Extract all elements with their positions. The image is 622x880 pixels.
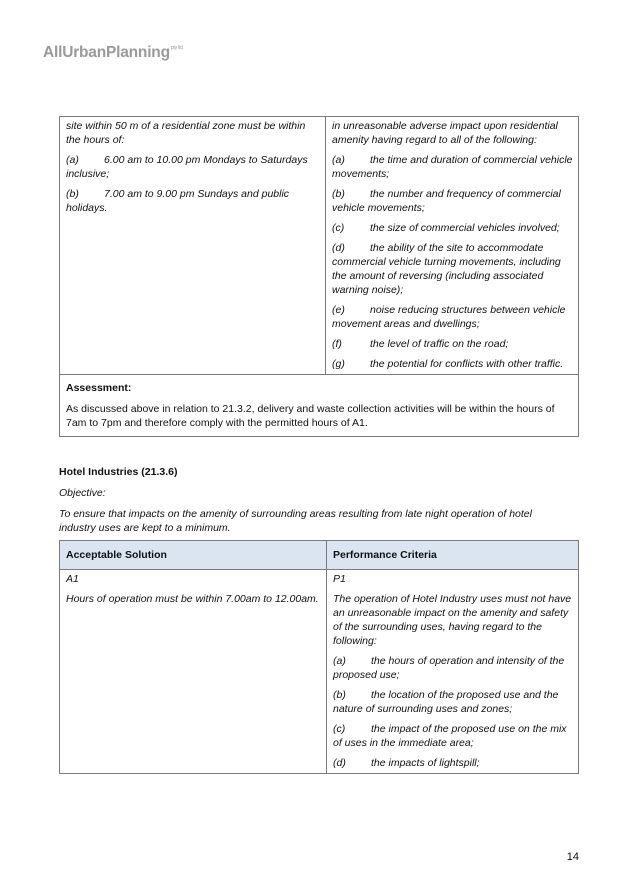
company-logo: AllUrbanPlanning$^{pty ltd}$ [43, 44, 183, 61]
section-heading: Hotel Industries (21.3.6) [59, 466, 178, 478]
acceptable-solution-cell: site within 50 m of a residential zone must be within the hours of: (a) 6.00 am to 10.00 pm Mondays to Saturdays inclusive; (b) 7.00 am to 9.00 pm Sundays and public holidays. [60, 117, 326, 375]
clause-item: (g) the potential for conflicts with other traffic. [332, 358, 564, 370]
clause-item: (a) 6.00 am to 10.00 pm Mondays to Saturdays inclusive; [66, 154, 308, 180]
clause-text: Hours of operation must be within 7.00am to 12.00am. [66, 593, 319, 605]
clause-item: (a) the hours of operation and intensity of the proposed use; [333, 655, 565, 681]
assessment-text: As discussed above in relation to 21.3.2, delivery and waste collection activities will be within the hours of 7am to 7pm and therefore comply with the permitted hours of A1. [66, 403, 555, 429]
hotel-industries-table [59, 540, 579, 774]
clause-code: P1 [333, 573, 346, 585]
objective-text: To ensure that impacts on the amenity of surrounding areas resulting from late night operation of hotel industry uses are kept to a minimum. [59, 508, 532, 534]
clause-text: The operation of Hotel Industry uses must not have an unreasonable impact on the amenity and safety of the surrounding uses, having regard to the following: [333, 593, 572, 647]
clause-item: (d) the impacts of lightspill; [333, 757, 480, 769]
clause-item: (c) the impact of the proposed use on the mix of uses in the immediate area; [333, 723, 567, 749]
clause-item: (a) the time and duration of commercial vehicle movements; [332, 154, 573, 180]
assessment-cell [60, 375, 579, 437]
performance-criteria-cell [327, 570, 579, 774]
clause-code: A1 [66, 573, 79, 585]
clause-item: (c) the size of commercial vehicles involved; [332, 222, 560, 234]
clause-item: (f) the level of traffic on the road; [332, 338, 509, 350]
column-header-acceptable-solution: Acceptable Solution [60, 541, 327, 570]
standards-table-continued [59, 116, 579, 437]
page-number: 14 [566, 851, 579, 863]
acceptable-solution-cell [60, 570, 327, 774]
performance-criteria-cell: in unreasonable adverse impact upon residential amenity having regard to all of the following: (a) the time and duration of commercial vehicle movements; (b) the number and frequency of commercial vehicle movements; (c) the size of commercial vehicles involved; (d) the ability of the site to accommodate commercial vehicle turning movements, including the amount of reversing (including associated warning noise); (e) noise reducing structures between vehicle movement areas and dwellings; (f) the level of traffic on the road; (g) the potential for conflicts with other traffic. [326, 117, 579, 375]
clause-item: (b) 7.00 am to 9.00 pm Sundays and public holidays. [66, 188, 290, 214]
clause-item: (b) the location of the proposed use and the nature of surrounding uses and zones; [333, 689, 559, 715]
clause-item: (d) the ability of the site to accommodate commercial vehicle turning movements, including the amount of reversing (including associated warning noise); [332, 242, 561, 296]
assessment-heading: Assessment: [66, 382, 132, 394]
objective-label: Objective: [59, 487, 106, 499]
clause-item: (e) noise reducing structures between vehicle movement areas and dwellings; [332, 304, 566, 330]
clause-item: (b) the number and frequency of commercial vehicle movements; [332, 188, 561, 214]
column-header-performance-criteria: Performance Criteria [327, 541, 579, 570]
